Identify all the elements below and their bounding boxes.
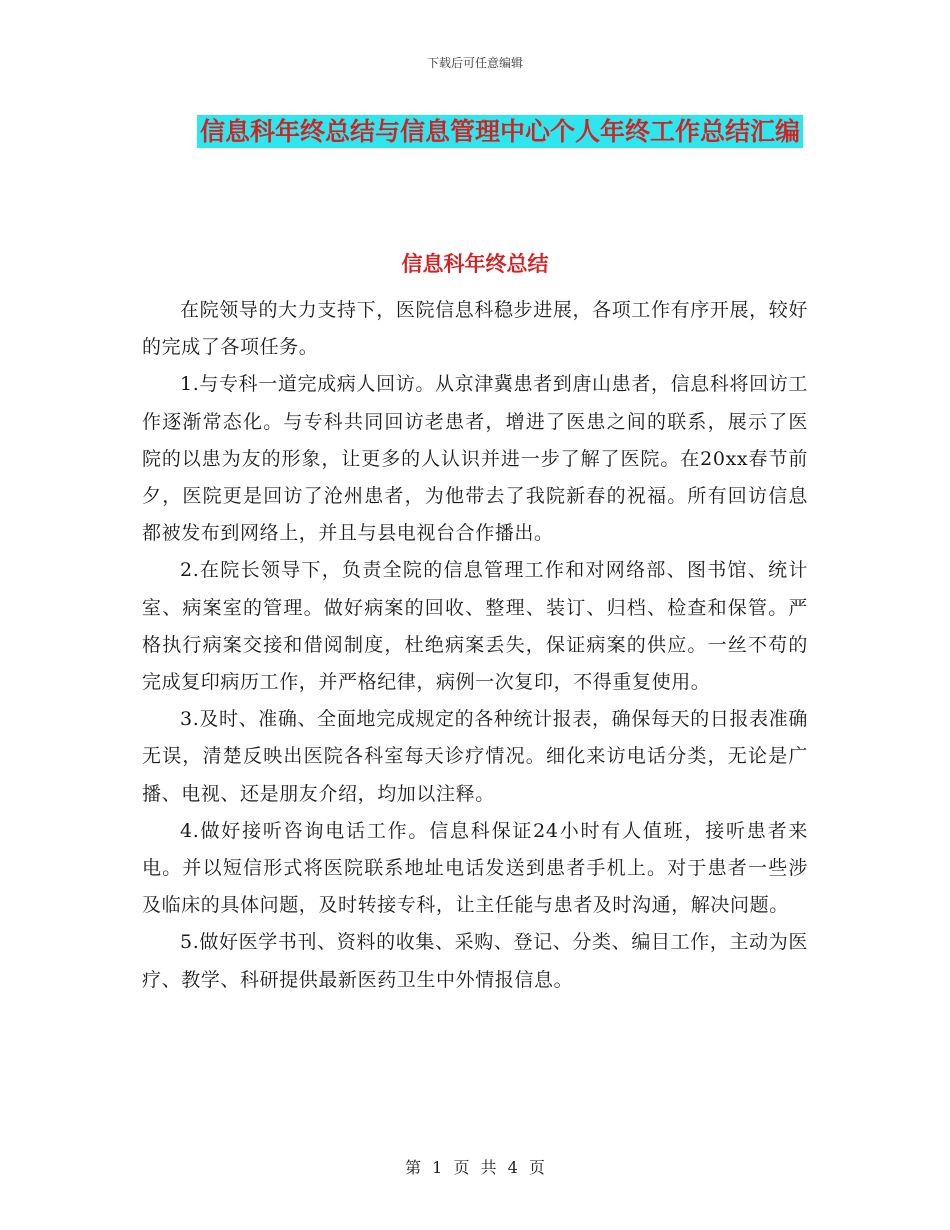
section-title: 信息科年终总结 [401, 252, 549, 276]
document-body [142, 292, 808, 999]
paragraph-item-2: 2.在院长领导下，负责全院的信息管理工作和对网络部、图书馆、统计室、病案室的管理。做好病案的回收、整理、装订、归档、检查和保管。严格执行病案交接和借阅制度，杜绝病案丢失，保证病案的供应。一丝不苟的完成复印病历工作，并严格纪律，病例一次复印，不得重复使用。 [142, 559, 808, 694]
paragraph-item-4: 4.做好接听咨询电话工作。信息科保证24小时有人值班，接听患者来电。并以短信形式将医院联系地址电话发送到患者手机上。对于患者一些涉及临床的具体问题，及时转接专科，让主任能与患者及时沟通，解决问题。 [142, 819, 808, 917]
paragraph-item-3: 3.及时、准确、全面地完成规定的各种统计报表，确保每天的日报表准确无误，清楚反映出医院各科室每天诊疗情况。细化来访电话分类，无论是广播、电视、还是朋友介绍，均加以注释。 [142, 708, 808, 805]
page-number: 第 1 页 共 4 页 [405, 1158, 545, 1177]
header-note: 下载后可任意编辑 [426, 56, 523, 70]
document-title-text: 信息科年终总结与信息管理中心个人年终工作总结汇编 [197, 115, 803, 148]
paragraph-intro: 在院领导的大力支持下，医院信息科稳步进展，各项工作有序开展，较好的完成了各项任务。 [142, 299, 808, 359]
paragraph-item-5: 5.做好医学书刊、资料的收集、采购、登记、分类、编目工作，主动为医疗、教学、科研提供最新医药卫生中外情报信息。 [142, 931, 808, 991]
document-title [190, 110, 810, 154]
paragraph-item-1: 1.与专科一道完成病人回访。从京津冀患者到唐山患者，信息科将回访工作逐渐常态化。与专科共同回访老患者，增进了医患之间的联系，展示了医院的以患为友的形象，让更多的人认识并进一步了解了医院。在20xx春节前夕，医院更是回访了沧州患者，为他带去了我院新春的祝福。所有回访信息都被发布到网络上，并且与县电视台合作播出。 [142, 373, 808, 545]
